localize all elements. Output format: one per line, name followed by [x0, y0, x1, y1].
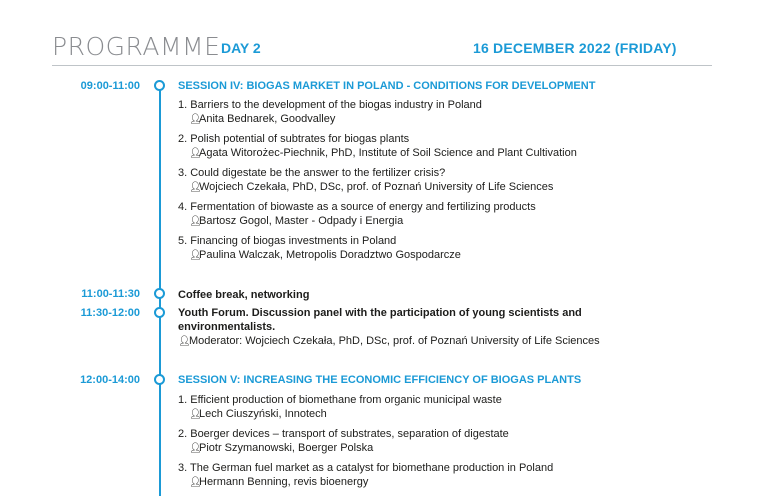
talk-title: 1. Barriers to the development of the biogas industry in Poland — [178, 99, 482, 111]
timeline-dot — [154, 307, 165, 318]
person-icon: 👤︎ — [178, 336, 191, 347]
talk-title: 4. Fermentation of biowaste as a source of energy and fertilizing products — [178, 201, 536, 213]
talk-item — [178, 200, 536, 229]
person-icon: 👤︎ — [189, 148, 202, 159]
person-icon: 👤︎ — [189, 216, 202, 227]
talk-title: 3. The German fuel market as a catalyst for biomethane production in Poland — [178, 462, 554, 474]
person-icon: 👤︎ — [189, 477, 202, 488]
talk-speaker: 👤︎Paulina Walczak, Metropolis Doradztwo Gospodarcze — [189, 249, 461, 261]
talk-item — [178, 427, 509, 456]
talk-speaker: 👤︎Agata Witorożec-Piechnik, PhD, Institute of Soil Science and Plant Cultivation — [189, 147, 577, 159]
talk-speaker: 👤︎Bartosz Gogol, Master - Odpady i Energia — [189, 215, 404, 227]
talk-title: 2. Polish potential of subtrates for biogas plants — [178, 133, 410, 145]
person-icon: 👤︎ — [189, 114, 202, 125]
youth-title: Youth Forum. Discussion panel with the participation of young scientists and environmentalists. — [178, 307, 582, 333]
date-label: 16 DECEMBER 2022 (FRIDAY) — [473, 40, 677, 56]
day-label: DAY 2 — [221, 40, 261, 56]
youth-time: 11:30-12:00 — [80, 307, 140, 319]
session4-title: SESSION IV: BIOGAS MARKET IN POLAND - CONDITIONS FOR DEVELOPMENT — [178, 80, 596, 92]
talk-item — [178, 234, 461, 263]
session4-time: 09:00-11:00 — [80, 80, 140, 92]
talk-title: 1. Efficient production of biomethane from organic municipal waste — [178, 394, 502, 406]
person-icon: 👤︎ — [189, 443, 202, 454]
talk-item — [178, 166, 553, 195]
talk-item — [178, 393, 502, 422]
talk-speaker: 👤︎Hermann Benning, revis bioenergy — [189, 476, 369, 488]
person-icon: 👤︎ — [189, 250, 202, 261]
talk-speaker: 👤︎Wojciech Czekała, PhD, DSc, prof. of Poznań University of Life Sciences — [189, 181, 554, 193]
talk-title: 5. Financing of biogas investments in Poland — [178, 235, 397, 247]
talk-speaker: 👤︎Lech Ciuszyński, Innotech — [189, 408, 327, 420]
coffee-title: Coffee break, networking — [178, 289, 310, 301]
talk-speaker: 👤︎Piotr Szymanowski, Boerger Polska — [189, 442, 374, 454]
programme-word: PROGRAMME — [52, 32, 221, 61]
header-divider — [52, 65, 712, 66]
talk-title: 3. Could digestate be the answer to the fertilizer crisis? — [178, 167, 446, 179]
timeline-dot — [154, 288, 165, 299]
person-icon: 👤︎ — [189, 182, 202, 193]
session5-time: 12:00-14:00 — [80, 374, 140, 386]
session5-title: SESSION V: INCREASING THE ECONOMIC EFFICIENCY OF BIOGAS PLANTS — [178, 374, 582, 386]
timeline-dot — [154, 80, 165, 91]
coffee-time: 11:00-11:30 — [81, 288, 140, 300]
talk-title: 2. Boerger devices – transport of substrates, separation of digestate — [178, 428, 509, 440]
talk-item — [178, 98, 482, 127]
talk-speaker: 👤︎Anita Bednarek, Goodvalley — [189, 113, 336, 125]
youth-moderator: 👤︎Moderator: Wojciech Czekała, PhD, DSc, prof. of Poznań University of Life Sciences — [178, 335, 600, 347]
person-icon: 👤︎ — [189, 409, 202, 420]
timeline-dot — [154, 374, 165, 385]
talk-item — [178, 132, 577, 161]
talk-item — [178, 461, 553, 490]
